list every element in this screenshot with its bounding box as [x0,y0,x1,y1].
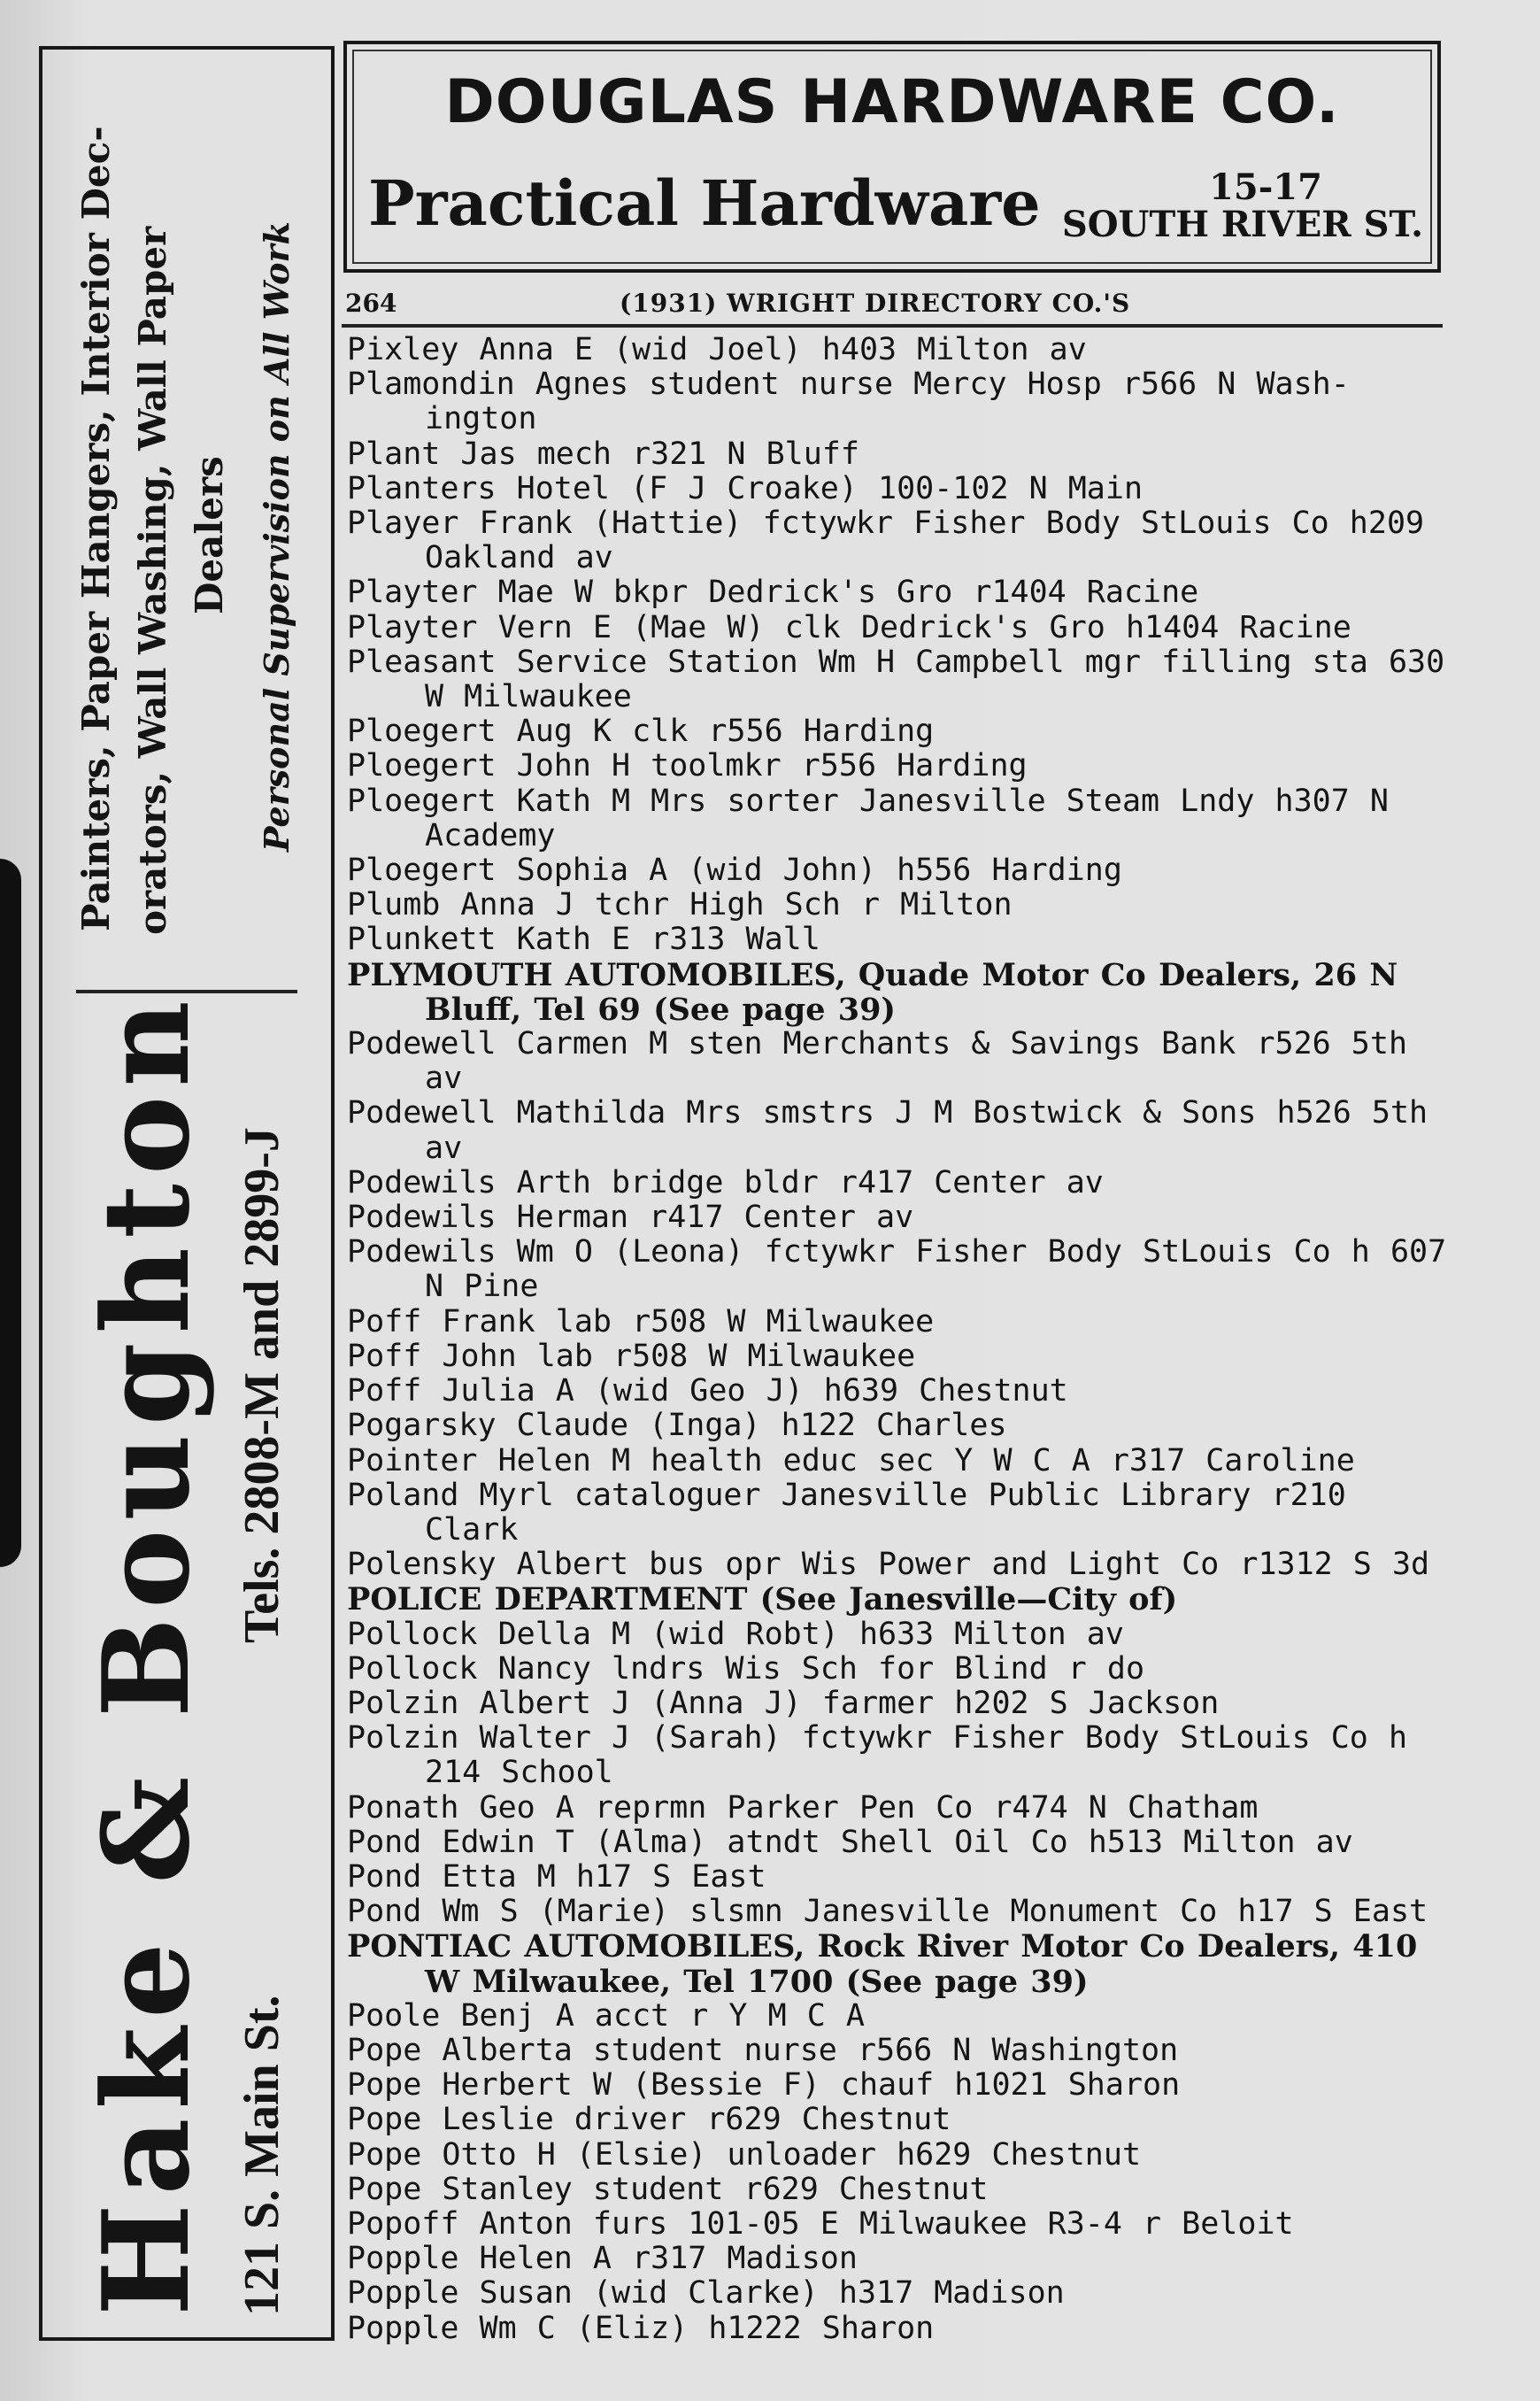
directory-entry: Podewell Carmen M sten Merchants & Savings Bank r526 5th av [347,1026,1408,1097]
running-title: (1931) WRIGHT DIRECTORY CO.'S [620,289,1131,318]
directory-entry: Podewell Mathilda Mrs smstrs J M Bostwick & Sons h526 5th av [347,1095,1428,1166]
directory-entry: Pope Alberta student nurse r566 N Washington [347,2032,1179,2068]
directory-entry: Poff Frank lab r508 W Milwaukee [347,1303,935,1339]
directory-entry: Ponath Geo A reprmn Parker Pen Co r474 N Chatham [347,1789,1259,1826]
directory-entry: Poland Myrl cataloguer Janesville Public Library r210 Clark [347,1477,1346,1548]
directory-entry: Polzin Albert J (Anna J) farmer h202 S Jackson [347,1685,1220,1721]
ad-address: 121 S. Main St. [235,1995,289,2316]
directory-entry: Podewils Wm O (Leona) fctywkr Fisher Body StLouis Co h 607 N Pine [347,1234,1447,1305]
running-header [345,289,1441,324]
directory-listings [347,333,1453,2346]
directory-entry: Poff Julia A (wid Geo J) h639 Chestnut [347,1373,1068,1409]
directory-entry: Pope Herbert W (Bessie F) chauf h1021 Sharon [347,2067,1181,2104]
directory-entry: Ploegert Aug K clk r556 Harding [347,714,935,750]
binding-tab [0,859,21,1567]
directory-entry: Pleasant Service Station Wm H Campbell mgr filling sta 630 W Milwaukee [347,644,1445,715]
directory-entry: Pope Leslie driver r629 Chestnut [347,2102,951,2138]
directory-entry: Pope Otto H (Elsie) unloader h629 Chestnut [347,2136,1142,2173]
ad-personal-supervision: Personal Supervision on All Work [257,221,296,852]
directory-entry: Pond Etta M h17 S East [347,1858,766,1895]
top-advertisement [343,41,1441,273]
directory-entry: Podewils Arth bridge bldr r417 Center av [347,1164,1104,1200]
directory-entry: Pollock Della M (wid Robt) h633 Milton av [347,1616,1124,1652]
side-advertisement [39,46,335,2341]
directory-entry: Pond Edwin T (Alma) atndt Shell Oil Co h513 Milton av [347,1824,1353,1860]
top-ad-slogan: Practical Hardware [368,166,1041,240]
directory-entry: Plant Jas mech r321 N Bluff [347,436,859,472]
top-ad-title: DOUGLAS HARDWARE CO. [444,67,1340,137]
directory-entry: Plumb Anna J tchr High Sch r Milton [347,887,1013,923]
directory-entry: Popple Wm C (Eliz) h1222 Sharon [347,2310,935,2346]
ad-services-line2: orators, Wall Washing, Wall Paper [131,226,174,935]
top-ad-address-street: SOUTH RIVER ST. [1061,204,1423,245]
directory-entry: Pollock Nancy lndrs Wis Sch for Blind r do [347,1650,1145,1687]
directory-entry: Ploegert Kath M Mrs sorter Janesville Steam Lndy h307 N Academy [347,783,1389,853]
directory-heading-entry: POLICE DEPARTMENT (See Janesville—City of) [347,1581,1178,1618]
directory-entry: Popple Helen A r317 Madison [347,2241,858,2277]
directory-entry: Polensky Albert bus opr Wis Power and Light Co r1312 S 3d [347,1547,1430,1583]
header-rule [342,324,1443,328]
directory-entry: Ploegert John H toolmkr r556 Harding [347,748,1028,784]
directory-entry: Playter Mae W bkpr Dedrick's Gro r1404 Racine [347,575,1199,611]
directory-entry: Plamondin Agnes student nurse Mercy Hosp r566 N Wash- ington [347,367,1350,437]
directory-entry: Plunkett Kath E r313 Wall [347,922,820,958]
directory-entry: Popoff Anton furs 101-05 E Milwaukee R3-4 r Beloit [347,2205,1294,2242]
directory-entry: Podewils Herman r417 Center av [347,1200,914,1236]
ad-company-name: Hake & Boughton [76,992,216,2316]
directory-entry: Pope Stanley student r629 Chestnut [347,2171,989,2207]
ad-services-line1: Painters, Paper Hangers, Interior Dec- [74,126,118,931]
directory-entry: Playter Vern E (Mae W) clk Dedrick's Gro h1404 Racine [347,609,1351,645]
directory-entry: Pogarsky Claude (Inga) h122 Charles [347,1408,1007,1444]
directory-entry: Pointer Helen M health educ sec Y W C A r317 Caroline [347,1442,1355,1478]
ad-phone-numbers: Tels. 2808-M and 2899-J [235,1127,289,1643]
directory-entry: Pixley Anna E (wid Joel) h403 Milton av [347,332,1087,367]
ad-services-line3: Dealers [188,456,231,614]
directory-entry: Ploegert Sophia A (wid John) h556 Harding [347,853,1122,889]
directory-entry: Poole Benj A acct r Y M C A [347,1997,865,2034]
directory-entry: Polzin Walter J (Sarah) fctywkr Fisher Body StLouis Co h 214 School [347,1720,1408,1791]
directory-entry: Planters Hotel (F J Croake) 100-102 N Main [347,470,1143,506]
directory-heading-entry: PLYMOUTH AUTOMOBILES, Quade Motor Co Dealers, 26 N Bluff, Tel 69 (See page 39) [347,956,1398,1028]
directory-entry: Poff John lab r508 W Milwaukee [347,1338,916,1374]
directory-heading-entry: PONTIAC AUTOMOBILES, Rock River Motor Co Dealers, 410 W Milwaukee, Tel 1700 (See page 39) [347,1928,1418,2000]
directory-entry: Pond Wm S (Marie) slsmn Janesville Monument Co h17 S East [347,1894,1428,1930]
directory-entry: Popple Susan (wid Clarke) h317 Madison [347,2275,1065,2312]
directory-entry: Player Frank (Hattie) fctywkr Fisher Body StLouis Co h209 Oakland av [347,506,1425,576]
page-number: 264 [345,289,397,318]
top-ad-address-number: 15-17 [1209,166,1322,208]
